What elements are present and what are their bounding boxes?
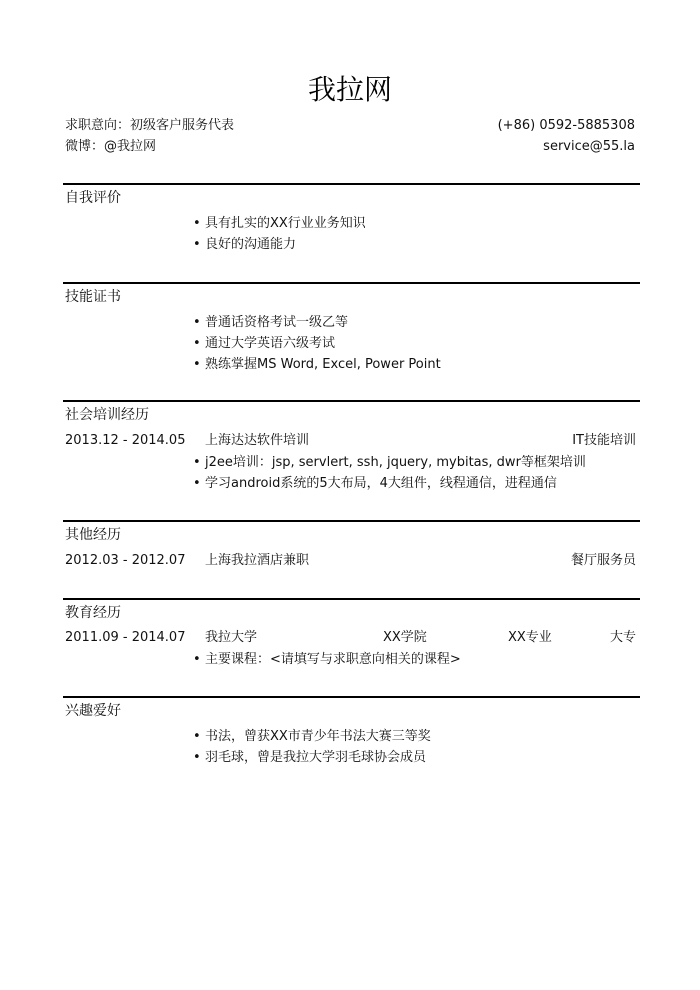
training-list	[205, 452, 586, 494]
list-item: • 熟练掌握MS Word, Excel, Power Point	[205, 354, 441, 375]
list-item: • 具有扎实的XX行业业务知识	[205, 213, 366, 234]
section-title: 自我评价	[65, 190, 121, 206]
section-divider	[63, 282, 640, 284]
other-row	[63, 551, 640, 571]
education-major: XX专业	[508, 630, 552, 645]
list-item: • 主要课程：<请填写与求职意向相关的课程>	[205, 649, 461, 670]
other-role: 餐厅服务员	[570, 553, 636, 568]
other-org: 上海我拉酒店兼职	[205, 553, 310, 568]
education-degree: 大专	[609, 630, 636, 645]
education-date: 2011.09 - 2014.07	[65, 630, 186, 645]
list-item: • 良好的沟通能力	[205, 234, 366, 255]
section-divider	[63, 696, 640, 698]
hobbies-list	[205, 726, 431, 768]
section-title: 技能证书	[65, 289, 121, 305]
list-item: • 通过大学英语六级考试	[205, 333, 441, 354]
section-divider	[63, 598, 640, 600]
section-divider	[63, 400, 640, 402]
list-item: • 普通话资格考试一级乙等	[205, 312, 441, 333]
education-college: XX学院	[383, 630, 427, 645]
section-divider	[63, 183, 640, 185]
list-item: • j2ee培训：jsp, servlert, ssh, jquery, mybitas, dwr等框架培训	[205, 452, 586, 473]
education-list	[205, 649, 461, 670]
skills-list	[205, 312, 441, 375]
section-title: 社会培训经历	[65, 407, 149, 423]
email-address: service@55.la	[543, 139, 635, 154]
self-eval-list	[205, 213, 366, 255]
training-org: 上海达达软件培训	[205, 433, 310, 448]
education-row	[63, 628, 640, 648]
list-item: • 学习android系统的5大布局，4大组件，线程通信，进程通信	[205, 473, 586, 494]
list-item: • 羽毛球，曾是我拉大学羽毛球协会成员	[205, 747, 431, 768]
job-objective: 求职意向：初级客户服务代表	[65, 118, 235, 133]
education-school: 我拉大学	[205, 630, 258, 645]
section-title: 兴趣爱好	[65, 703, 121, 719]
list-item: • 书法，曾获XX市青少年书法大赛三等奖	[205, 726, 431, 747]
section-title: 其他经历	[65, 527, 121, 543]
phone-number: (+86) 0592-5885308	[497, 118, 635, 133]
section-divider	[63, 520, 640, 522]
training-row	[63, 431, 640, 451]
weibo-handle: 微博：@我拉网	[65, 139, 157, 154]
section-title: 教育经历	[65, 605, 121, 621]
training-role: IT技能培训	[572, 433, 636, 448]
other-date: 2012.03 - 2012.07	[65, 553, 186, 568]
resume-name: 我拉网	[307, 73, 392, 106]
training-date: 2013.12 - 2014.05	[65, 433, 186, 448]
